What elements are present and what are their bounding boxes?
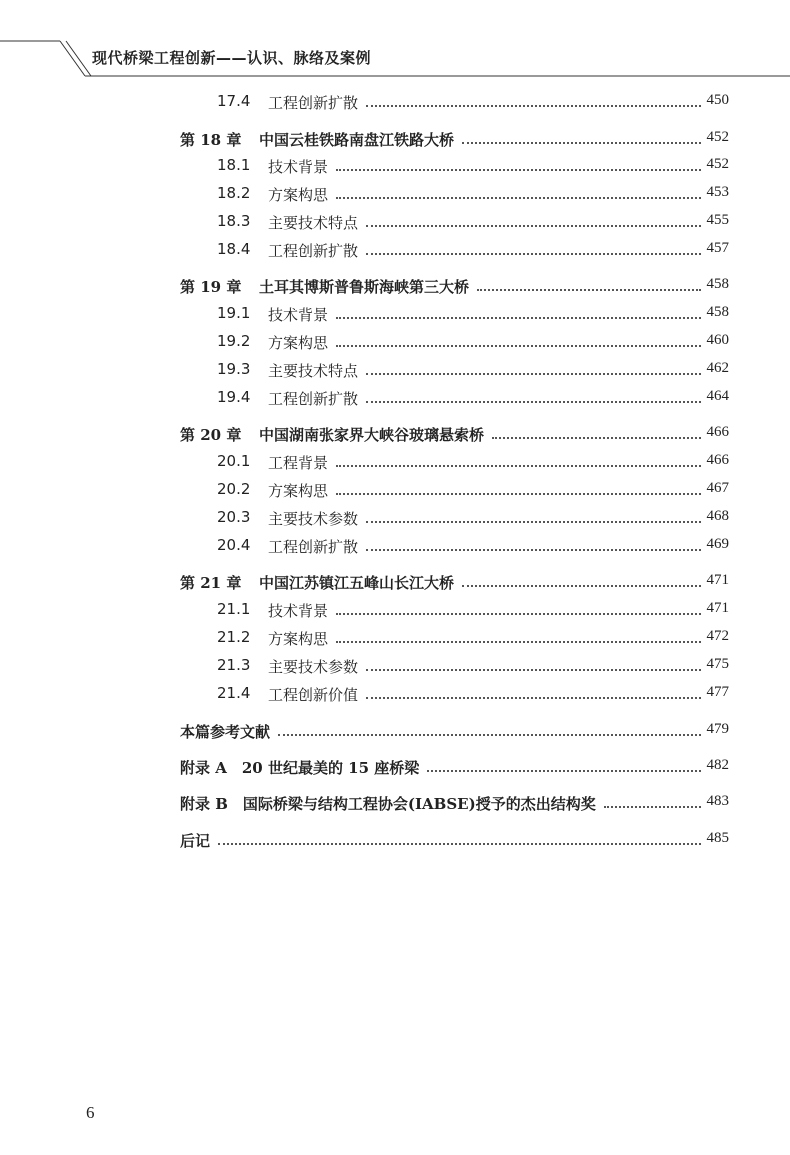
toc-page-number: 468 — [706, 508, 729, 524]
toc-leader-dots — [336, 197, 700, 199]
toc-entry-title: 工程背景 — [268, 454, 329, 472]
toc-entry-number: 21.2 — [217, 628, 251, 646]
toc-page-number: 482 — [706, 757, 729, 773]
toc-chapter-number: 第 21 章 — [180, 574, 242, 592]
toc-leader-dots — [336, 613, 700, 615]
toc-entry-title: 方案构思 — [268, 334, 329, 352]
toc-page-number: 452 — [706, 129, 729, 145]
running-header — [0, 40, 790, 80]
toc-entry[interactable] — [0, 276, 790, 300]
toc-entry-title: 土耳其博斯普鲁斯海峡第三大桥 — [259, 278, 470, 296]
toc-entry[interactable] — [0, 480, 790, 504]
toc-entry-title: 主要技术特点 — [268, 362, 359, 380]
toc-leader-dots — [366, 225, 700, 227]
toc-leader-dots — [492, 437, 700, 439]
toc-entry[interactable] — [0, 304, 790, 328]
toc-entry-title: 后记 — [180, 832, 211, 850]
toc-leader-dots — [366, 401, 700, 403]
toc-entry-title: 工程创新扩散 — [268, 538, 359, 556]
toc-entry[interactable] — [0, 92, 790, 116]
toc-page-number: 471 — [706, 572, 729, 588]
toc-leader-dots — [604, 806, 701, 808]
toc-entry-number: 19.3 — [217, 360, 251, 378]
toc-entry[interactable] — [0, 129, 790, 153]
toc-entry-number: 18.2 — [217, 184, 251, 202]
toc-entry[interactable] — [0, 572, 790, 596]
toc-entry-number: 19.2 — [217, 332, 251, 350]
toc-entry[interactable] — [0, 424, 790, 448]
toc-page-number: 455 — [706, 212, 729, 228]
toc-page-number: 466 — [706, 424, 729, 440]
toc-page-number: 477 — [706, 684, 729, 700]
toc-page-number: 458 — [706, 276, 729, 292]
toc-leader-dots — [278, 734, 700, 736]
toc-entry[interactable] — [0, 388, 790, 412]
toc-entry[interactable] — [0, 184, 790, 208]
toc-entry[interactable] — [0, 656, 790, 680]
toc-entry[interactable] — [0, 240, 790, 264]
toc-leader-dots — [336, 169, 700, 171]
toc-leader-dots — [366, 105, 700, 107]
toc-entry-number: 20.1 — [217, 452, 251, 470]
toc-entry-title: 附录 B 国际桥梁与结构工程协会(IABSE)授予的杰出结构奖 — [180, 795, 596, 813]
toc-leader-dots — [477, 289, 700, 291]
toc-entry-title: 工程创新价值 — [268, 686, 359, 704]
toc-page-number: 466 — [706, 452, 729, 468]
toc-chapter-number: 第 18 章 — [180, 131, 242, 149]
toc-entry[interactable] — [0, 600, 790, 624]
toc-entry[interactable] — [0, 332, 790, 356]
toc-entry-title: 工程创新扩散 — [268, 242, 359, 260]
toc-entry-title: 附录 A 20 世纪最美的 15 座桥梁 — [180, 759, 420, 777]
toc-chapter-number: 第 19 章 — [180, 278, 242, 296]
toc-leader-dots — [366, 521, 700, 523]
toc-entry[interactable] — [0, 793, 790, 817]
toc-entry-title: 方案构思 — [268, 630, 329, 648]
toc-entry[interactable] — [0, 452, 790, 476]
toc-entry-number: 21.1 — [217, 600, 251, 618]
toc-entry[interactable] — [0, 684, 790, 708]
toc-entry-title: 中国湖南张家界大峡谷玻璃悬索桥 — [259, 426, 485, 444]
toc-leader-dots — [462, 585, 700, 587]
toc-page-number: 460 — [706, 332, 729, 348]
toc-entry-title: 本篇参考文献 — [180, 723, 271, 741]
toc-page-number: 479 — [706, 721, 729, 737]
toc-entry-title: 技术背景 — [268, 158, 329, 176]
toc-leader-dots — [336, 317, 700, 319]
toc-page-number: 483 — [706, 793, 729, 809]
toc-entry-title: 方案构思 — [268, 186, 329, 204]
toc-entry-title: 主要技术特点 — [268, 214, 359, 232]
toc-entry-number: 18.3 — [217, 212, 251, 230]
toc-entry-number: 19.4 — [217, 388, 251, 406]
toc-entry[interactable] — [0, 212, 790, 236]
toc-entry[interactable] — [0, 721, 790, 745]
toc-page-number: 452 — [706, 156, 729, 172]
toc-entry-number: 17.4 — [217, 92, 251, 110]
toc-entry-number: 21.4 — [217, 684, 251, 702]
toc-entry[interactable] — [0, 508, 790, 532]
toc-leader-dots — [336, 493, 700, 495]
toc-leader-dots — [366, 549, 700, 551]
toc-entry[interactable] — [0, 830, 790, 854]
toc-entry-title: 技术背景 — [268, 306, 329, 324]
toc-entry-number: 20.3 — [217, 508, 251, 526]
toc-page-number: 469 — [706, 536, 729, 552]
toc-entry-title: 方案构思 — [268, 482, 329, 500]
toc-entry-number: 18.4 — [217, 240, 251, 258]
toc-page-number: 457 — [706, 240, 729, 256]
toc-page-number: 453 — [706, 184, 729, 200]
toc-page-number: 475 — [706, 656, 729, 672]
toc-leader-dots — [462, 142, 700, 144]
toc-entry-title: 主要技术参数 — [268, 510, 359, 528]
toc-leader-dots — [366, 253, 700, 255]
toc-entry[interactable] — [0, 536, 790, 560]
toc-leader-dots — [366, 373, 700, 375]
toc-entry-title: 工程创新扩散 — [268, 94, 359, 112]
toc-page-number: 472 — [706, 628, 729, 644]
toc-entry[interactable] — [0, 628, 790, 652]
toc-leader-dots — [366, 669, 700, 671]
toc-page-number: 471 — [706, 600, 729, 616]
toc-entry-number: 18.1 — [217, 156, 251, 174]
toc-entry-number: 21.3 — [217, 656, 251, 674]
toc-page-number: 467 — [706, 480, 729, 496]
toc-page-number: 462 — [706, 360, 729, 376]
header-title: 现代桥梁工程创新——认识、脉络及案例 — [92, 49, 372, 67]
toc-entry-title: 中国云桂铁路南盘江铁路大桥 — [259, 131, 455, 149]
toc-leader-dots — [336, 345, 700, 347]
toc-entry-number: 20.2 — [217, 480, 251, 498]
toc-entry-title: 中国江苏镇江五峰山长江大桥 — [259, 574, 455, 592]
page-number: 6 — [86, 1103, 95, 1122]
toc-entry-title: 技术背景 — [268, 602, 329, 620]
toc-entry-number: 20.4 — [217, 536, 251, 554]
toc-entry[interactable] — [0, 360, 790, 384]
toc-page-number: 458 — [706, 304, 729, 320]
toc-page-number: 464 — [706, 388, 729, 404]
toc-leader-dots — [427, 770, 700, 772]
toc-leader-dots — [336, 641, 700, 643]
toc-entry[interactable] — [0, 156, 790, 180]
toc-entry-title: 工程创新扩散 — [268, 390, 359, 408]
toc-page-number: 450 — [706, 92, 729, 108]
toc-page-number: 485 — [706, 830, 729, 846]
toc-leader-dots — [218, 843, 700, 845]
toc-leader-dots — [366, 697, 700, 699]
toc-entry[interactable] — [0, 757, 790, 781]
toc-chapter-number: 第 20 章 — [180, 426, 242, 444]
toc-leader-dots — [336, 465, 700, 467]
toc-entry-title: 主要技术参数 — [268, 658, 359, 676]
toc-entry-number: 19.1 — [217, 304, 251, 322]
